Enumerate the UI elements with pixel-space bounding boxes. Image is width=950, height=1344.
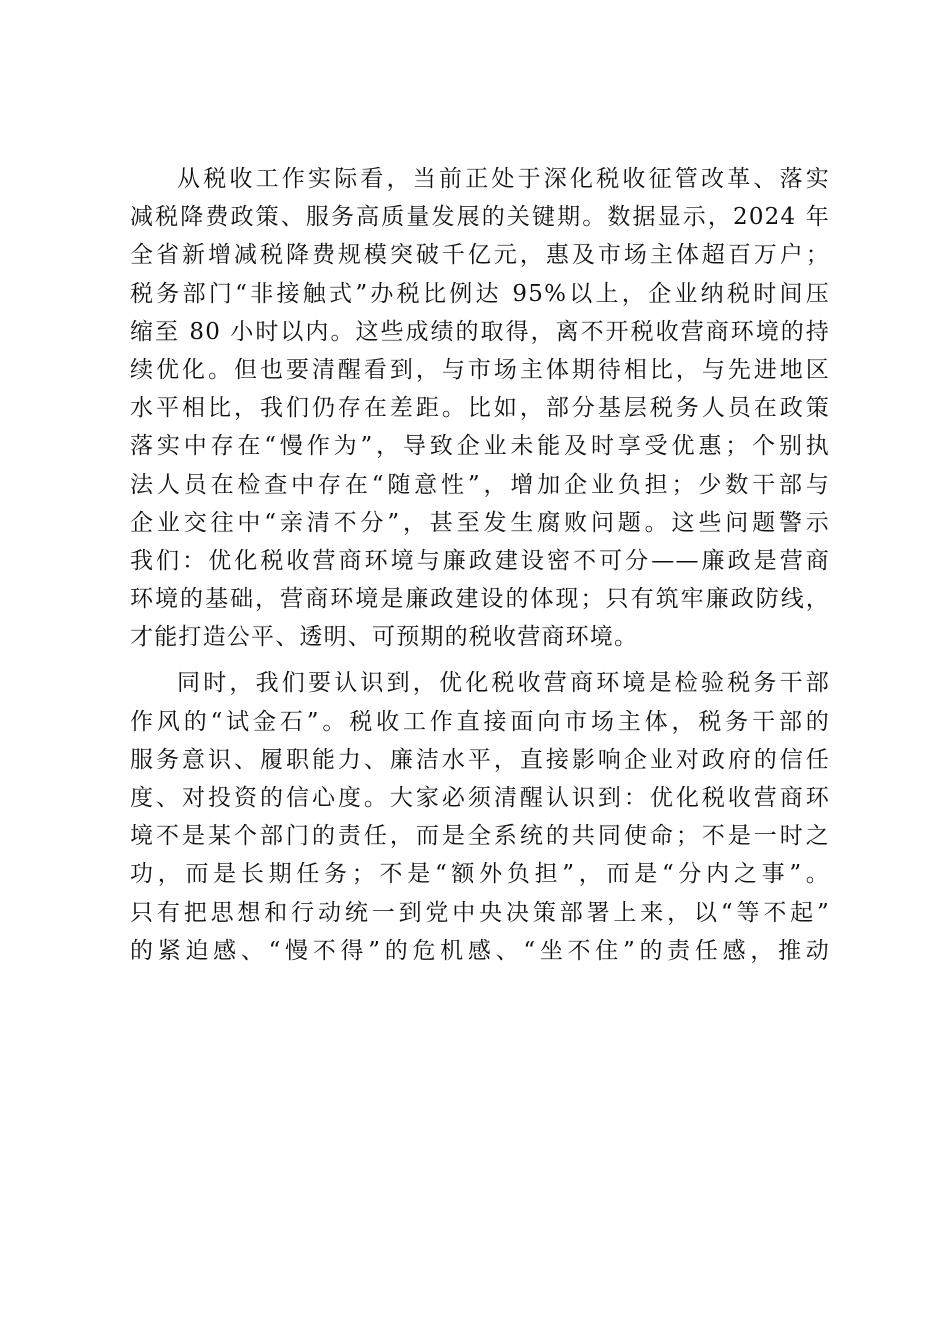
text-line: 同时，我们要认识到，优化税收营商环境是检验税务干部 bbox=[177, 670, 830, 697]
text-line: 企业交往中“亲清不分”，甚至发生腐败问题。这些问题警示 bbox=[130, 509, 830, 536]
text-line: 功，而是长期任务；不是“额外负担”，而是“分内之事”。 bbox=[130, 861, 830, 888]
text-line: 境不是某个部门的责任，而是全系统的共同使命；不是一时之 bbox=[130, 823, 830, 850]
text-line: 环境的基础，营商环境是廉政建设的体现；只有筑牢廉政防线， bbox=[130, 586, 830, 613]
text-line: 才能打造公平、透明、可预期的税收营商环境。 bbox=[130, 624, 639, 651]
text-line: 落实中存在“慢作为”，导致企业未能及时享受优惠；个别执 bbox=[130, 433, 830, 460]
paragraph-spacer bbox=[130, 656, 830, 664]
paragraph-1 bbox=[130, 160, 830, 656]
text-line: 减税降费政策、服务高质量发展的关键期。数据显示，2024 年 bbox=[130, 204, 830, 231]
text-line: 度、对投资的信心度。大家必须清醒认识到：优化税收营商环 bbox=[130, 785, 830, 811]
text-line: 我们：优化税收营商环境与廉政建设密不可分——廉政是营商 bbox=[130, 547, 830, 574]
text-line: 税务部门“非接触式”办税比例达 95%以上，企业纳税时间压 bbox=[130, 280, 830, 307]
text-line: 只有把思想和行动统一到党中央决策部署上来，以“等不起” bbox=[130, 899, 830, 926]
text-line: 全省新增减税降费规模突破千亿元，惠及市场主体超百万户； bbox=[130, 242, 830, 269]
text-line: 续优化。但也要清醒看到，与市场主体期待相比，与先进地区 bbox=[130, 356, 830, 383]
text-line: 从税收工作实际看，当前正处于深化税收征管改革、落实 bbox=[177, 166, 830, 192]
document-body bbox=[130, 160, 830, 970]
text-line: 作风的“试金石”。税收工作直接面向市场主体，税务干部的 bbox=[130, 708, 830, 735]
text-line: 服务意识、履职能力、廉洁水平，直接影响企业对政府的信任 bbox=[130, 746, 830, 773]
text-line: 的紧迫感、“慢不得”的危机感、“坐不住”的责任感，推动 bbox=[130, 937, 830, 964]
text-line: 缩至 80 小时以内。这些成绩的取得，离不开税收营商环境的持 bbox=[130, 318, 830, 345]
paragraph-2 bbox=[130, 664, 830, 970]
text-line: 法人员在检查中存在“随意性”，增加企业负担；少数干部与 bbox=[130, 471, 830, 498]
text-line: 水平相比，我们仍存在差距。比如，部分基层税务人员在政策 bbox=[130, 395, 830, 422]
